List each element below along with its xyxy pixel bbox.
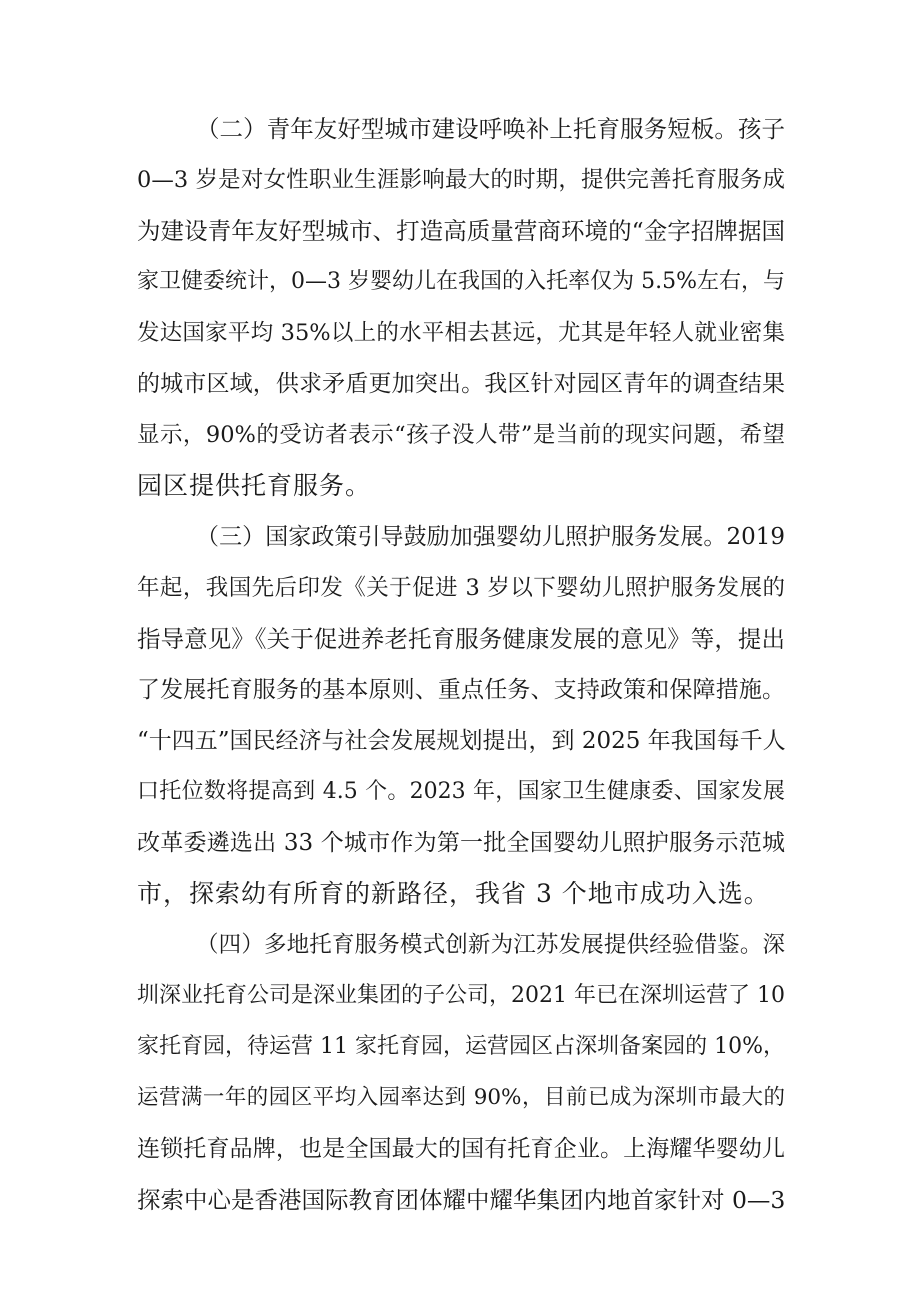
paragraph-2-line-6: 的城市区域，供求矛盾更加突出。我区针对园区青年的调查结果 bbox=[137, 371, 785, 397]
paragraph-3-line-8: 市，探索幼有所育的新路径，我省 3 个地市成功入选。 bbox=[137, 879, 770, 908]
paragraph-3-line-2: 年起，我国先后印发《关于促进 3 岁以下婴幼儿照护服务发展的 bbox=[137, 575, 785, 601]
paragraph-3-line-7: 改革委遴选出 33 个城市作为第一批全国婴幼儿照护服务示范城 bbox=[137, 830, 785, 856]
paragraph-4-line-2: 圳深业托育公司是深业集团的子公司，2021 年已在深圳运营了 10 bbox=[137, 983, 785, 1008]
paragraph-2-line-3: 为建设青年友好型城市、打造高质量营商环境的“金字招牌据国 bbox=[137, 217, 785, 245]
paragraph-4-line-3: 家托育园，待运营 11 家托育园，运营园区占深圳备案园的 10%， bbox=[137, 1034, 785, 1059]
paragraph-2-line-7: 显示，90%的受访者表示“孩子没人带”是当前的现实问题，希望 bbox=[137, 422, 785, 448]
paragraph-2-line-8: 园区提供托育服务。 bbox=[137, 471, 372, 500]
paragraph-3-line-3: 指导意见》《关于促进养老托育服务健康发展的意见》等，提出 bbox=[137, 625, 785, 653]
paragraph-2-line-4: 家卫健委统计，0—3 岁婴幼儿在我国的入托率仅为 5.5%左右，与 bbox=[137, 269, 785, 294]
paragraph-2-line-2: 0—3 岁是对女性职业生涯影响最大的时期，提供完善托育服务成 bbox=[137, 167, 785, 193]
paragraph-4-line-4: 运营满一年的园区平均入园率达到 90%，目前已成为深圳市最大的 bbox=[137, 1085, 785, 1110]
paragraph-3-line-4: 了发展托育服务的基本原则、重点任务、支持政策和保障措施。 bbox=[137, 677, 785, 703]
paragraph-4-line-5: 连锁托育品牌，也是全国最大的国有托育企业。上海耀华婴幼儿 bbox=[137, 1136, 785, 1162]
paragraph-3-line-1: （三）国家政策引导鼓励加强婴幼儿照护服务发展。2019 bbox=[196, 524, 785, 550]
paragraph-2-line-1: （二）青年友好型城市建设呼唤补上托育服务短板。孩子 bbox=[196, 115, 785, 143]
paragraph-3-line-6: 口托位数将提高到 4.5 个。2023 年，国家卫生健康委、国家发展 bbox=[137, 779, 785, 804]
paragraph-2-line-5: 发达国家平均 35%以上的水平相去甚远，尤其是年轻人就业密集 bbox=[137, 320, 785, 346]
paragraph-4-line-1: （四）多地托育服务模式创新为江苏发展提供经验借鉴。深 bbox=[196, 932, 785, 958]
paragraph-3-line-5: “十四五”国民经济与社会发展规划提出，到 2025 年我国每千人 bbox=[137, 728, 786, 754]
paragraph-4-line-6: 探索中心是香港国际教育团体耀中耀华集团内地首家针对 0—3 bbox=[137, 1186, 786, 1214]
